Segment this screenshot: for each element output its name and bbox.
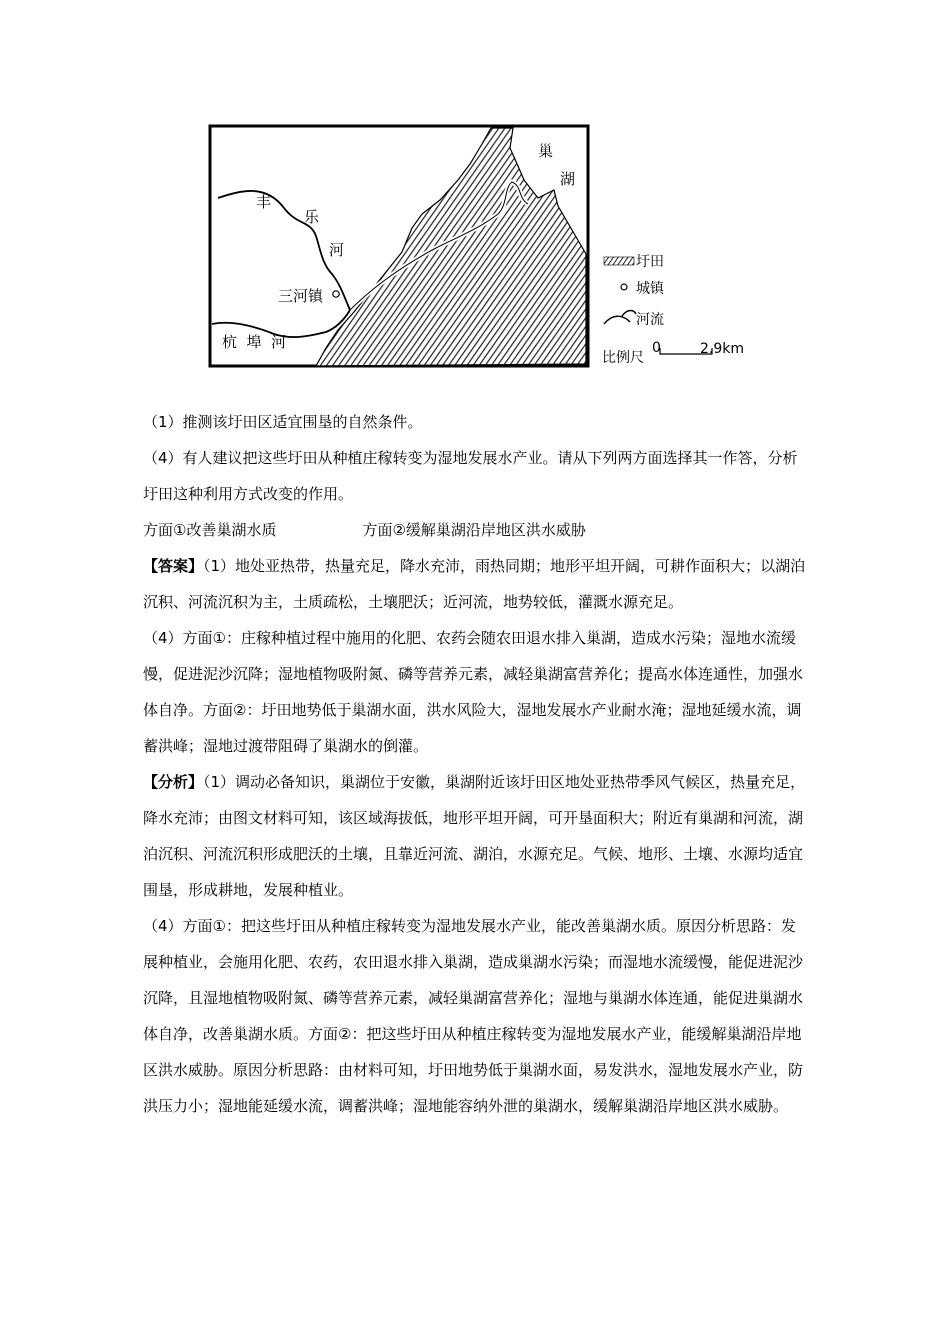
fengle-label-3: 河: [329, 241, 345, 259]
question-block: [143, 404, 807, 1124]
legend-polder-label: 圩田: [636, 254, 664, 270]
question-4: （4）有人建议把这些圩田从种植庄稼转变为湿地发展水产业。请从下列两方面选择其一作答，分析圩田这种利用方式改变的作用。: [143, 449, 798, 503]
analysis-tag: 【分析】: [143, 773, 204, 791]
polder-map: [208, 124, 748, 370]
legend-town-label: 城镇: [636, 281, 664, 297]
legend-river-symbol: [604, 311, 636, 325]
legend-scale-label: 比例尺: [602, 350, 644, 366]
question-1: （1）推测该圩田区适宜围垦的自然条件。: [143, 413, 423, 431]
town-label: 三河镇: [278, 287, 324, 305]
town-marker: [333, 291, 339, 297]
analysis-part-4: （4）方面①：把这些圩田从种植庄稼转变为湿地发展水产业，能改善巢湖水质。原因分析思路：发展种植业，会施用化肥、农药，农田退水排入巢湖，造成巢湖水污染；而湿地水流缓慢，能促进泥沙沉降，且湿地植物吸附氮、磷等营养元素，减轻巢湖富营养化；湿地与巢湖水体连通，能促进巢湖水体自净，改善巢湖水质。方面②：把这些圩田从种植庄稼转变为湿地发展水产业，能缓解巢湖沿岸地区洪水威胁。原因分析思路：由材料可知，圩田地势低于巢湖水面，易发洪水，湿地发展水产业，防洪压力小；湿地能延缓水流，调蓄洪峰；湿地能容纳外泄的巢湖水，缓解巢湖沿岸地区洪水威胁。: [143, 917, 804, 1115]
map-figure: [208, 124, 748, 370]
chao-lake-label-1: 巢: [538, 142, 554, 160]
question-options: [143, 512, 807, 548]
fengle-label-1: 丰: [256, 193, 272, 211]
analysis-part-1-text: （1）调动必备知识，巢湖位于安徽，巢湖附近该圩田区地处亚热带季风气候区，热量充足，降水充沛；由图文材料可知，该区域海拔低，地形平坦开阔，可开垦面积大；附近有巢湖和河流，湖泊沉积、河流沉积形成肥沃的土壤，且靠近河流、湖泊，水源充足。气候、地形、土壤、水源均适宜围垦，形成耕地，发展种植业。: [143, 773, 806, 899]
answer-part-1: [143, 548, 807, 620]
legend-scale-zero: 0: [652, 340, 661, 356]
answer-part-1-text: （1）地处亚热带，热量充足，降水充沛，雨热同期；地形平坦开阔，可耕作面积大；以湖泊沉积、河流沉积为主，土质疏松，土壤肥沃；近河流，地势较低，灌溉水源充足。: [143, 557, 806, 611]
legend-polder-swatch: [604, 257, 634, 265]
map-legend: [602, 254, 744, 366]
legend-town-symbol: [621, 284, 627, 290]
hangbu-label: 杭 埠 河: [222, 333, 287, 351]
answer-tag: 【答案】: [143, 557, 204, 575]
answer-part-4: （4）方面①：庄稼种植过程中施用的化肥、农药会随农田退水排入巢湖，造成水污染；湿地水流缓慢，促进泥沙沉降；湿地植物吸附氮、磷等营养元素，减轻巢湖富营养化；提高水体连通性，加强水体自净。方面②：圩田地势低于巢湖水面，洪水风险大，湿地发展水产业耐水淹；湿地延缓水流，调蓄洪峰；湿地过渡带阻碍了巢湖水的倒灌。: [143, 629, 804, 755]
legend-river-label: 河流: [636, 312, 664, 328]
fengle-label-2: 乐: [304, 208, 320, 226]
option-1: 方面①改善巢湖水质: [143, 521, 277, 539]
chao-lake-label-2: 湖: [560, 170, 576, 188]
legend-scale-value: 2.9km: [700, 341, 745, 357]
option-2: 方面②缓解巢湖沿岸地区洪水威胁: [362, 521, 586, 539]
analysis-part-1: [143, 764, 807, 908]
